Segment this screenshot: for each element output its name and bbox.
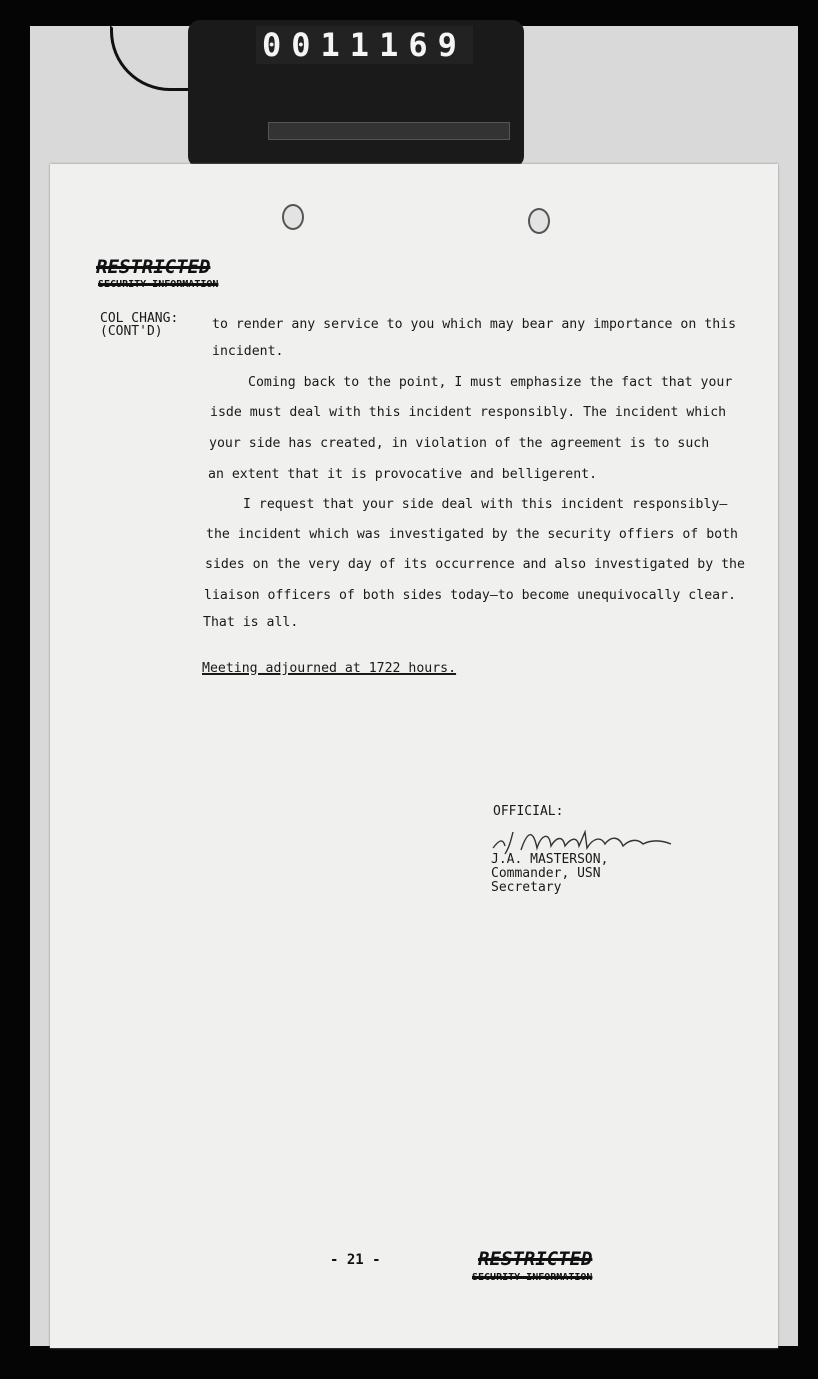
punch-hole-left xyxy=(282,204,304,230)
body-line: isde must deal with this incident responsibly. The incident which xyxy=(210,405,727,420)
body-line: I request that your side deal with this incident responsibly— xyxy=(243,497,728,512)
official-rank: Commander, USN xyxy=(491,866,601,881)
speaker-name: COL CHANG: xyxy=(100,311,179,326)
footer-security-stamp: SECURITY INFORMATION xyxy=(472,1272,593,1283)
document-page xyxy=(50,164,778,1348)
handwritten-signature xyxy=(491,822,681,856)
meeting-adjourned: Meeting adjourned at 1722 hours. xyxy=(202,661,457,676)
counter-slot xyxy=(268,122,510,140)
frame-counter: 0011169 xyxy=(256,26,473,64)
speaker-cont: (CONT'D) xyxy=(100,324,163,339)
body-line: to render any service to you which may bear any importance on this xyxy=(212,317,737,332)
page-number: - 21 - xyxy=(330,1252,381,1268)
official-title: Secretary xyxy=(491,880,562,895)
body-line: the incident which was investigated by the security offiers of both xyxy=(206,527,738,542)
body-line: incident. xyxy=(212,344,284,359)
punch-hole-right xyxy=(528,208,550,234)
footer-restricted-stamp: RESTRICTED xyxy=(478,1248,593,1270)
header-security-stamp: SECURITY INFORMATION xyxy=(98,279,219,290)
body-line: That is all. xyxy=(203,615,299,630)
body-line: sides on the very day of its occurrence and also investigated by the xyxy=(205,557,745,572)
body-line: Coming back to the point, I must emphasize the fact that your xyxy=(248,375,733,390)
body-line: your side has created, in violation of the agreement is to such xyxy=(209,436,710,451)
header-restricted-stamp: RESTRICTED xyxy=(96,256,211,278)
body-line: an extent that it is provocative and belligerent. xyxy=(208,467,598,482)
official-name: J.A. MASTERSON, xyxy=(491,852,609,867)
body-line: liaison officers of both sides today—to become unequivocally clear. xyxy=(204,588,736,603)
official-label: OFFICIAL: xyxy=(493,804,564,819)
